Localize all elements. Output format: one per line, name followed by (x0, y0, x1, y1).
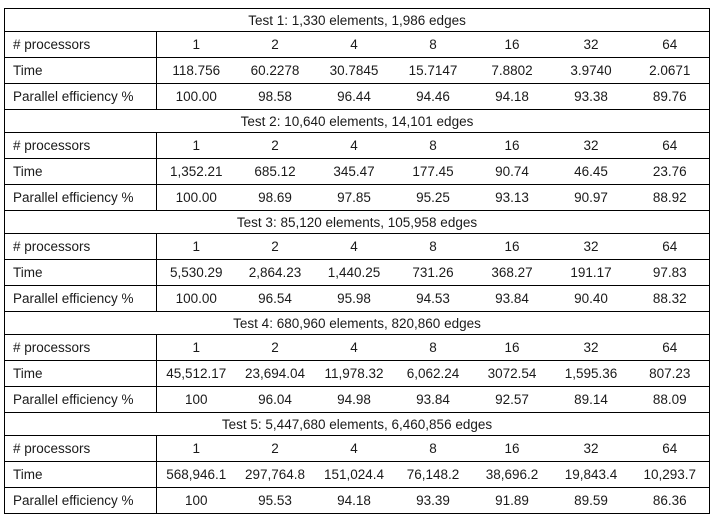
test-title: Test 1: 1,330 elements, 1,986 edges (5, 9, 710, 32)
time-cell: 90.74 (473, 159, 552, 185)
efficiency-cell: 97.85 (315, 185, 394, 211)
time-cell: 3072.54 (473, 361, 552, 387)
test-title-row (5, 110, 710, 133)
efficiency-cell: 94.53 (394, 286, 473, 312)
processors-cell: 64 (631, 234, 710, 260)
time-row (5, 462, 710, 488)
time-cell: 1,352.21 (157, 159, 236, 185)
processors-cell: 1 (157, 32, 236, 58)
time-cell: 3.9740 (552, 58, 631, 84)
efficiency-cell: 91.89 (473, 488, 552, 514)
test-title: Test 3: 85,120 elements, 105,958 edges (5, 211, 710, 234)
efficiency-cell: 89.59 (552, 488, 631, 514)
efficiency-cell: 93.13 (473, 185, 552, 211)
processors-cell: 64 (631, 32, 710, 58)
efficiency-cell: 96.04 (236, 387, 315, 413)
time-cell: 191.17 (552, 260, 631, 286)
processors-cell: 16 (473, 436, 552, 462)
time-cell: 685.12 (236, 159, 315, 185)
efficiency-cell: 90.40 (552, 286, 631, 312)
processors-cell: 2 (236, 436, 315, 462)
time-cell: 118.756 (157, 58, 236, 84)
results-table-container (4, 8, 709, 514)
processors-cell: 64 (631, 335, 710, 361)
time-row-label: Time (5, 462, 157, 488)
processors-cell: 2 (236, 32, 315, 58)
time-cell: 1,440.25 (315, 260, 394, 286)
processors-cell: 2 (236, 133, 315, 159)
efficiency-cell: 89.14 (552, 387, 631, 413)
time-cell: 2.0671 (631, 58, 710, 84)
efficiency-row-label: Parallel efficiency % (5, 84, 157, 110)
processors-row (5, 436, 710, 462)
time-cell: 60.2278 (236, 58, 315, 84)
efficiency-row-label: Parallel efficiency % (5, 185, 157, 211)
processors-cell: 1 (157, 436, 236, 462)
time-cell: 10,293.7 (631, 462, 710, 488)
efficiency-row-label: Parallel efficiency % (5, 286, 157, 312)
processors-cell: 2 (236, 335, 315, 361)
time-row (5, 58, 710, 84)
efficiency-cell: 92.57 (473, 387, 552, 413)
processors-cell: 4 (315, 335, 394, 361)
time-cell: 7.8802 (473, 58, 552, 84)
processors-row (5, 133, 710, 159)
efficiency-cell: 95.25 (394, 185, 473, 211)
time-cell: 46.45 (552, 159, 631, 185)
processors-row-label: # processors (5, 234, 157, 260)
processors-cell: 32 (552, 436, 631, 462)
efficiency-cell: 96.44 (315, 84, 394, 110)
time-row-label: Time (5, 159, 157, 185)
time-row (5, 159, 710, 185)
parallel-performance-table (4, 8, 710, 514)
efficiency-cell: 100 (157, 387, 236, 413)
efficiency-cell: 94.18 (473, 84, 552, 110)
time-cell: 368.27 (473, 260, 552, 286)
table-body (5, 9, 710, 514)
efficiency-cell: 100.00 (157, 84, 236, 110)
test-title: Test 5: 5,447,680 elements, 6,460,856 edges (5, 413, 710, 436)
processors-cell: 16 (473, 234, 552, 260)
processors-cell: 4 (315, 133, 394, 159)
processors-cell: 4 (315, 234, 394, 260)
efficiency-cell: 93.84 (473, 286, 552, 312)
efficiency-cell: 88.09 (631, 387, 710, 413)
time-cell: 23,694.04 (236, 361, 315, 387)
test-title-row (5, 211, 710, 234)
time-cell: 177.45 (394, 159, 473, 185)
time-cell: 30.7845 (315, 58, 394, 84)
time-cell: 38,696.2 (473, 462, 552, 488)
processors-cell: 1 (157, 335, 236, 361)
efficiency-row (5, 286, 710, 312)
efficiency-row-label: Parallel efficiency % (5, 387, 157, 413)
efficiency-cell: 96.54 (236, 286, 315, 312)
processors-cell: 8 (394, 436, 473, 462)
processors-row-label: # processors (5, 133, 157, 159)
processors-cell: 1 (157, 133, 236, 159)
processors-cell: 32 (552, 133, 631, 159)
time-cell: 731.26 (394, 260, 473, 286)
efficiency-row (5, 185, 710, 211)
processors-cell: 64 (631, 133, 710, 159)
efficiency-cell: 88.32 (631, 286, 710, 312)
efficiency-cell: 86.36 (631, 488, 710, 514)
processors-row (5, 335, 710, 361)
time-cell: 345.47 (315, 159, 394, 185)
processors-cell: 32 (552, 335, 631, 361)
time-cell: 76,148.2 (394, 462, 473, 488)
time-cell: 15.7147 (394, 58, 473, 84)
time-cell: 11,978.32 (315, 361, 394, 387)
efficiency-cell: 95.98 (315, 286, 394, 312)
time-row-label: Time (5, 361, 157, 387)
time-cell: 1,595.36 (552, 361, 631, 387)
efficiency-cell: 93.38 (552, 84, 631, 110)
test-title-row (5, 413, 710, 436)
processors-row-label: # processors (5, 32, 157, 58)
processors-row-label: # processors (5, 436, 157, 462)
processors-cell: 8 (394, 234, 473, 260)
efficiency-cell: 95.53 (236, 488, 315, 514)
efficiency-cell: 100.00 (157, 286, 236, 312)
efficiency-cell: 93.84 (394, 387, 473, 413)
processors-row (5, 234, 710, 260)
efficiency-cell: 88.92 (631, 185, 710, 211)
processors-cell: 16 (473, 32, 552, 58)
time-cell: 5,530.29 (157, 260, 236, 286)
efficiency-cell: 90.97 (552, 185, 631, 211)
time-cell: 45,512.17 (157, 361, 236, 387)
time-row-label: Time (5, 58, 157, 84)
processors-cell: 8 (394, 133, 473, 159)
processors-cell: 4 (315, 436, 394, 462)
efficiency-row (5, 84, 710, 110)
test-title-row (5, 312, 710, 335)
efficiency-cell: 93.39 (394, 488, 473, 514)
time-row (5, 260, 710, 286)
time-cell: 151,024.4 (315, 462, 394, 488)
time-cell: 6,062.24 (394, 361, 473, 387)
processors-cell: 8 (394, 32, 473, 58)
efficiency-cell: 100 (157, 488, 236, 514)
efficiency-row-label: Parallel efficiency % (5, 488, 157, 514)
processors-cell: 32 (552, 32, 631, 58)
efficiency-cell: 100.00 (157, 185, 236, 211)
processors-cell: 4 (315, 32, 394, 58)
processors-cell: 2 (236, 234, 315, 260)
efficiency-cell: 94.46 (394, 84, 473, 110)
efficiency-cell: 98.58 (236, 84, 315, 110)
time-cell: 19,843.4 (552, 462, 631, 488)
time-cell: 568,946.1 (157, 462, 236, 488)
time-row-label: Time (5, 260, 157, 286)
processors-cell: 8 (394, 335, 473, 361)
processors-cell: 64 (631, 436, 710, 462)
time-cell: 23.76 (631, 159, 710, 185)
processors-row (5, 32, 710, 58)
processors-cell: 1 (157, 234, 236, 260)
efficiency-row (5, 387, 710, 413)
time-cell: 2,864.23 (236, 260, 315, 286)
time-cell: 297,764.8 (236, 462, 315, 488)
time-row (5, 361, 710, 387)
processors-row-label: # processors (5, 335, 157, 361)
time-cell: 97.83 (631, 260, 710, 286)
test-title: Test 2: 10,640 elements, 14,101 edges (5, 110, 710, 133)
processors-cell: 16 (473, 133, 552, 159)
processors-cell: 16 (473, 335, 552, 361)
efficiency-cell: 94.98 (315, 387, 394, 413)
test-title: Test 4: 680,960 elements, 820,860 edges (5, 312, 710, 335)
time-cell: 807.23 (631, 361, 710, 387)
efficiency-row (5, 488, 710, 514)
efficiency-cell: 94.18 (315, 488, 394, 514)
efficiency-cell: 98.69 (236, 185, 315, 211)
test-title-row (5, 9, 710, 32)
processors-cell: 32 (552, 234, 631, 260)
efficiency-cell: 89.76 (631, 84, 710, 110)
